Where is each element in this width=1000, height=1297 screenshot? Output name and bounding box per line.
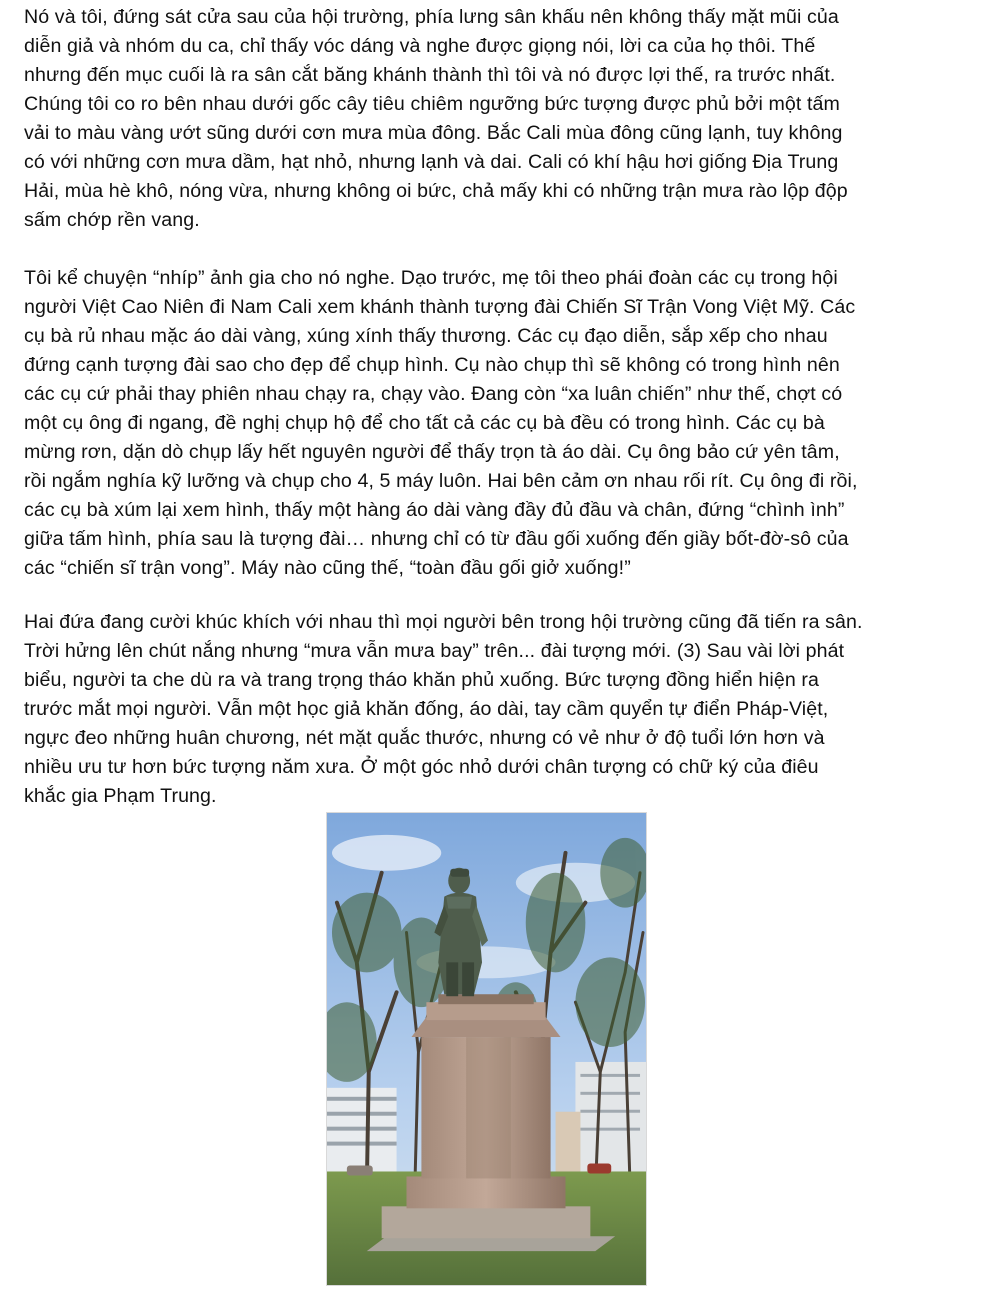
buildings-left (327, 1088, 397, 1178)
text-line: Nó và tôi, đứng sát cửa sau của hội trường, phía lưng sân khấu nên không thấy mặt mũi của (24, 6, 839, 28)
text-line: một cụ ông đi ngang, đề nghị chụp hộ để cho tất cả các cụ bà đều có trong hình. Các cụ bà (24, 412, 825, 434)
paragraph-1 (24, 3, 969, 235)
text-line: nhưng đến mục cuối là ra sân cắt băng khánh thành thì tôi và nó được lợi thế, ra trước nhất. (24, 64, 836, 86)
paragraph-3 (24, 608, 969, 811)
statue-photo-illustration (327, 813, 646, 1285)
text-line: Hải, mùa hè khô, nóng vừa, nhưng không oi bức, chả mấy khi có những trận mưa rào lộp độp (24, 180, 848, 202)
text-line: diễn giả và nhóm du ca, chỉ thấy vóc dáng và nghe được giọng nói, lời ca của họ thôi. Thế (24, 35, 816, 57)
paragraph-2 (24, 264, 969, 583)
text-line: đứng cạnh tượng đài sao cho đẹp để chụp hình. Cụ nào chụp thì sẽ không có trong hình nên (24, 354, 840, 376)
text-line: Trời hửng lên chút nắng nhưng “mưa vẫn mưa bay” trên... đài tượng mới. (3) Sau vài lời phát (24, 640, 845, 662)
text-line: có với những cơn mưa dầm, hạt nhỏ, nhưng lạnh và dai. Cali có khí hậu hơi giống Địa Trung (24, 151, 839, 173)
text-line: mừng rơn, dặn dò chụp lấy hết nguyên người để thấy trọn tà áo dài. Cụ ông bảo cứ yên tâm, (24, 441, 840, 463)
text-line: cụ bà rủ nhau mặc áo dài vàng, xúng xính thấy thương. Các cụ đạo diễn, sắp xếp cho nhau (24, 325, 828, 347)
text-line: người Việt Cao Niên đi Nam Cali xem khánh thành tượng đài Chiến Sĩ Trận Vong Việt Mỹ. Các (24, 296, 856, 318)
text-line: Tôi kể chuyện “nhíp” ảnh gia cho nó nghe. Dạo trước, mẹ tôi theo phái đoàn các cụ trong hội (24, 267, 838, 289)
text-line: khắc gia Phạm Trung. (24, 785, 217, 807)
text-line: ngực đeo những huân chương, nét mặt quắc thước, nhưng có vẻ như ở độ tuổi lớn hơn và (24, 727, 825, 749)
statue-photo (326, 812, 647, 1286)
text-line: các cụ bà xúm lại xem hình, thấy một hàng áo dài vàng đầy đủ đầu và chân, đứng “chình ình” (24, 499, 845, 521)
text-line: trước mắt mọi người. Vẫn một học giả khăn đống, áo dài, tay cầm quyển tự điển Pháp-Việt, (24, 698, 829, 720)
text-line: vải to màu vàng ướt sũng dưới cơn mưa mùa đông. Bắc Cali mùa đông cũng lạnh, tuy không (24, 122, 843, 144)
text-line: Chúng tôi co ro bên nhau dưới gốc cây tiêu chiêm ngưỡng bức tượng được phủ bởi một tấm (24, 93, 840, 115)
text-line: sấm chớp rền vang. (24, 209, 200, 231)
text-line: Hai đứa đang cười khúc khích với nhau thì mọi người bên trong hội trường cũng đã tiến ra sân. (24, 611, 863, 633)
text-line: nhiều ưu tư hơn bức tượng năm xưa. Ở một góc nhỏ dưới chân tượng có chữ ký của điêu (24, 756, 819, 778)
text-line: các “chiến sĩ trận vong”. Máy nào cũng thế, “toàn đầu gối giở xuống!” (24, 557, 631, 579)
text-line: biểu, người ta che dù ra và trang trọng tháo khăn phủ xuống. Bức tượng đồng hiển hiện ra (24, 669, 819, 691)
text-line: giữa tấm hình, phía sau là tượng đài… nhưng chỉ có từ đầu gối xuống đến giầy bốt-đờ-sô của (24, 528, 849, 550)
text-line: các cụ cứ phải thay phiên nhau chạy ra, chạy vào. Đang còn “xa luân chiến” như thế, chợt có (24, 383, 843, 405)
text-line: rồi ngắm nghía kỹ lưỡng và chụp cho 4, 5 máy luôn. Hai bên cảm ơn nhau rối rít. Cụ ông đi rồi, (24, 470, 858, 492)
